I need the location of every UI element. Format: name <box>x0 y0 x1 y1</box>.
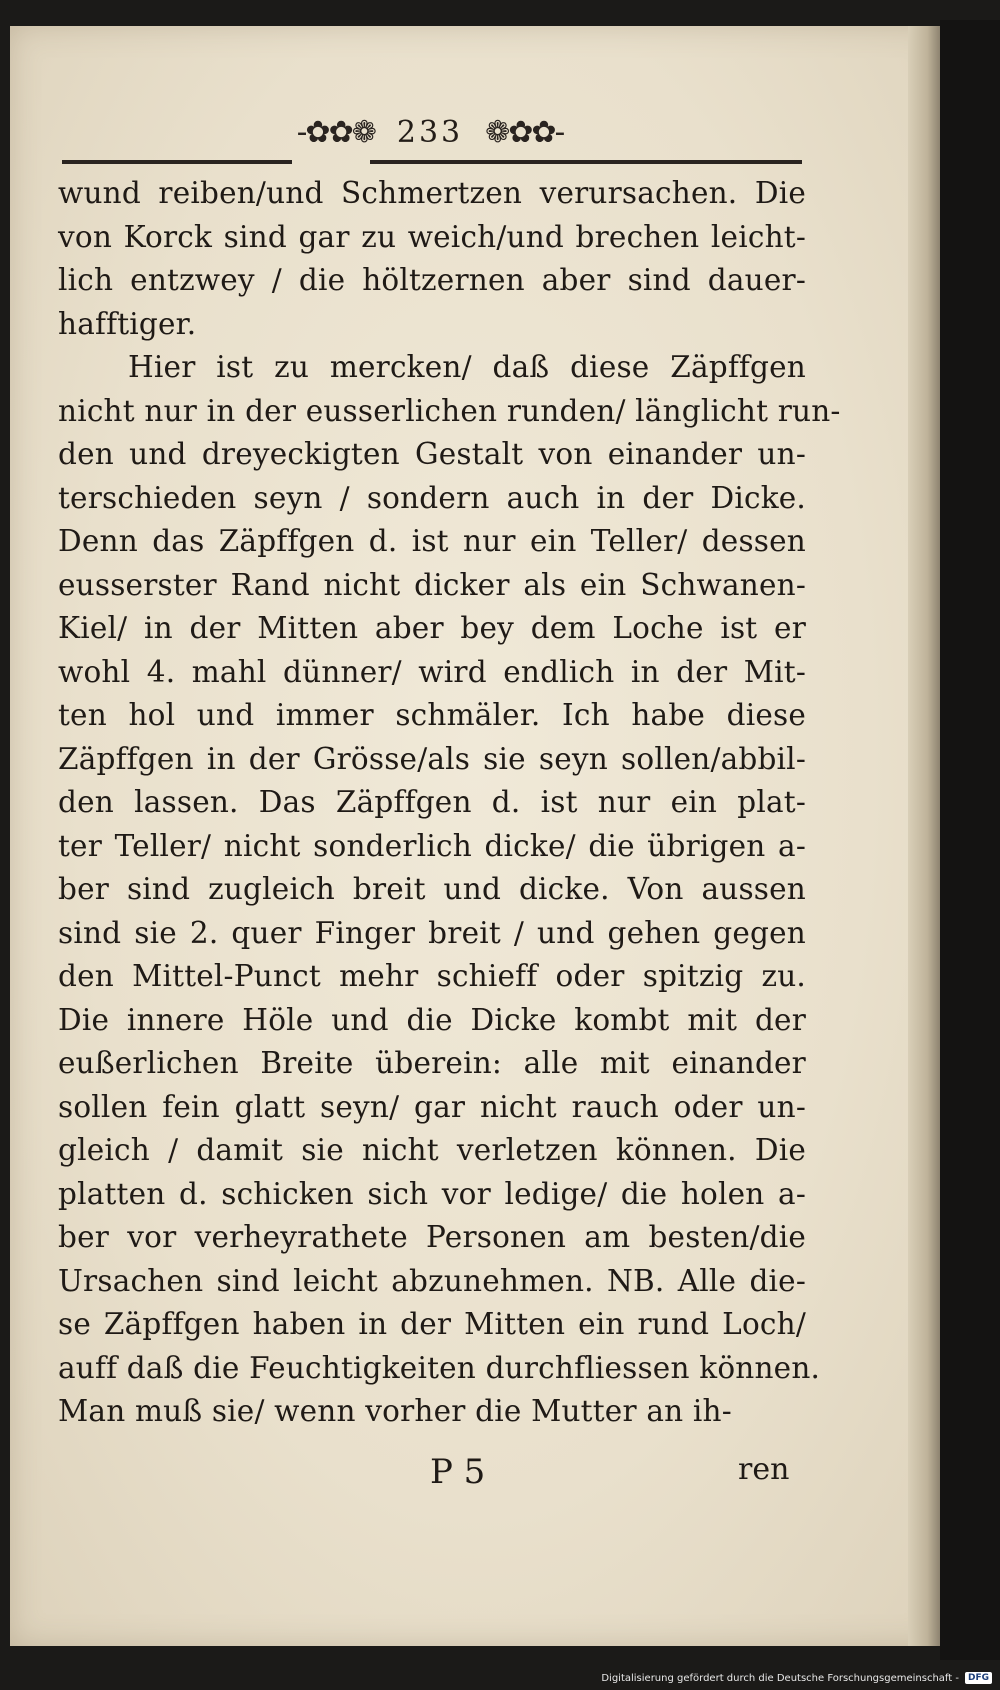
signature-mark: P 5 <box>430 1452 486 1492</box>
text-line: wohl 4. mahl dünner/ wird endlich in der Mit- <box>58 654 806 689</box>
text-line: ber vor verheyrathete Personen am besten/die <box>58 1220 806 1254</box>
text-line: eußerlichen Breite überein: alle mit einander <box>58 1046 806 1080</box>
dfg-logo: DFG <box>965 1672 992 1684</box>
catchword: ren <box>738 1452 790 1487</box>
text-line: Kiel/ in der Mitten aber bey dem Loche ist er <box>58 611 806 645</box>
header-rule-right <box>370 160 802 164</box>
body-text <box>58 172 841 1434</box>
text-line: ten hol und immer schmäler. Ich habe diese <box>58 698 806 732</box>
text-line: Hier ist zu mercken/ daß diese Zäpffgen <box>128 350 806 384</box>
text-line: den Mittel-Punct mehr schieff oder spitzig zu. <box>58 959 806 993</box>
header-rule-left <box>62 160 292 164</box>
text-line: nicht nur in der eusserlichen runden/ länglicht run- <box>58 393 841 428</box>
text-line: lich entzwey / die höltzernen aber sind dauer- <box>58 263 806 297</box>
text-line: eusserster Rand nicht dicker als ein Schwanen- <box>58 567 806 602</box>
text-line: Zäpffgen in der Grösse/als sie seyn sollen/abbil- <box>58 741 806 776</box>
text-line: ter Teller/ nicht sonderlich dicke/ die übrigen a- <box>58 828 806 863</box>
text-line: ber sind zugleich breit und dicke. Von aussen <box>58 872 806 906</box>
digitization-credit <box>0 1666 992 1690</box>
text-line: se Zäpffgen haben in der Mitten ein rund Loch/ <box>58 1307 806 1341</box>
text-line: platten d. schicken sich vor ledige/ die holen a- <box>58 1176 806 1211</box>
credit-text: Digitalisierung gefördert durch die Deutsche Forschungsgemeinschaft - <box>601 1672 959 1684</box>
ornament-right: ❁✿✿- <box>485 114 564 150</box>
text-line: hafftiger. <box>58 306 197 341</box>
text-line: Ursachen sind leicht abzunehmen. NB. Alle die- <box>58 1263 806 1298</box>
page-number: 233 <box>396 114 464 150</box>
text-line: sind sie 2. quer Finger breit / und gehen gegen <box>58 915 806 950</box>
text-line: sollen fein glatt seyn/ gar nicht rauch oder un- <box>58 1089 806 1124</box>
text-line: terschieden seyn / sondern auch in der Dicke. <box>58 480 806 515</box>
text-line: den und dreyeckigten Gestalt von einander un- <box>58 437 806 471</box>
scanner-edge <box>940 20 1000 1660</box>
text-line: Man muß sie/ wenn vorher die Mutter an ih- <box>58 1394 732 1428</box>
text-line: auff daß die Feuchtigkeiten durchfliessen können. <box>58 1350 821 1385</box>
text-line: Denn das Zäpffgen d. ist nur ein Teller/ dessen <box>58 524 806 558</box>
text-line: den lassen. Das Zäpffgen d. ist nur ein plat- <box>58 785 806 819</box>
page-header <box>250 112 610 152</box>
page-edge-shadow <box>908 26 940 1646</box>
text-line: gleich / damit sie nicht verletzen können. Die <box>58 1133 806 1167</box>
text-line: wund reiben/und Schmertzen verursachen. Die <box>58 176 806 210</box>
text-line: von Korck sind gar zu weich/und brechen leicht- <box>58 219 806 254</box>
ornament-left: -✿✿❁ <box>296 114 375 150</box>
text-line: Die innere Höle und die Dicke kombt mit der <box>58 1002 806 1037</box>
